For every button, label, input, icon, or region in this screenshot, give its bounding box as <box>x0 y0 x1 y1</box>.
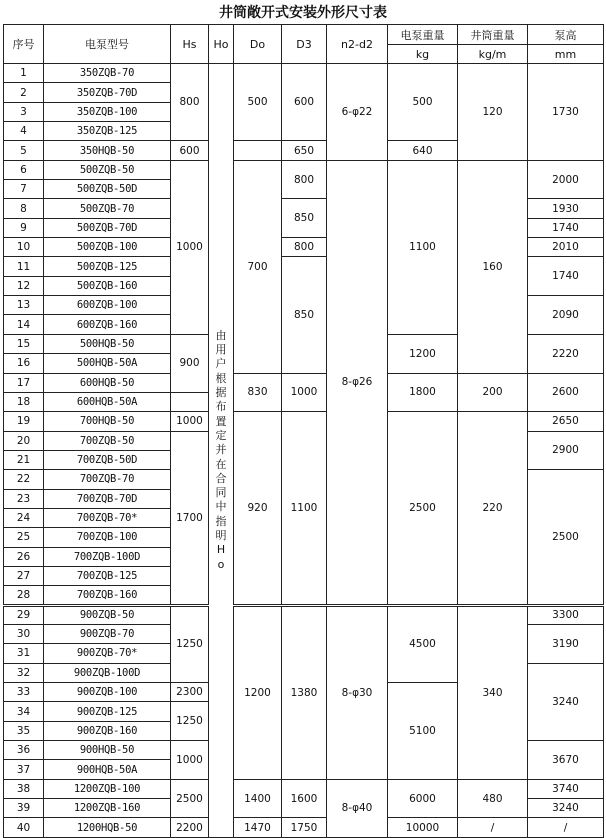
hs-cell: 1000 <box>171 741 209 780</box>
dimension-table <box>3 24 604 838</box>
seq-cell: 29 <box>4 605 44 624</box>
shaft-weight-cell: 120 <box>458 64 528 161</box>
seq-cell: 17 <box>4 373 44 392</box>
d3-cell: 850 <box>282 257 327 373</box>
model-cell: 350ZQB-70 <box>44 64 171 83</box>
model-cell: 350ZQB-100 <box>44 102 171 121</box>
n2d2-cell: 8-φ26 <box>327 160 388 605</box>
header-shaft-weight-unit: kg/m <box>458 45 528 64</box>
seq-cell: 38 <box>4 779 44 798</box>
hs-cell: 1700 <box>171 431 209 605</box>
pump-height-cell: / <box>528 818 604 837</box>
seq-cell: 33 <box>4 683 44 702</box>
ho-note-cell <box>209 64 234 838</box>
seq-cell: 16 <box>4 354 44 373</box>
model-cell: 350ZQB-125 <box>44 122 171 141</box>
model-cell: 500ZQB-100 <box>44 238 171 257</box>
table-row <box>4 373 604 392</box>
seq-cell: 12 <box>4 276 44 295</box>
model-cell: 700ZQB-100 <box>44 528 171 547</box>
d3-cell: 850 <box>282 199 327 238</box>
pump-height-cell: 2220 <box>528 334 604 373</box>
n2d2-cell: 6-φ22 <box>327 64 388 161</box>
d3-cell: 1750 <box>282 818 327 837</box>
pump-height-cell: 1730 <box>528 64 604 161</box>
model-cell: 900ZQB-100 <box>44 683 171 702</box>
header-n2d2: n2-d2 <box>327 25 388 64</box>
header-shaft-weight: 井筒重量 <box>458 25 528 45</box>
model-cell: 900ZQB-125 <box>44 702 171 721</box>
n2d2-cell: 8-φ40 <box>327 779 388 837</box>
header-pump-height: 泵高 <box>528 25 604 45</box>
pump-height-cell: 3300 <box>528 605 604 624</box>
pump-height-cell: 1740 <box>528 257 604 296</box>
model-cell: 600ZQB-100 <box>44 296 171 315</box>
table-row <box>4 818 604 837</box>
model-cell: 700ZQB-125 <box>44 566 171 585</box>
pump-height-cell: 2010 <box>528 238 604 257</box>
seq-cell: 28 <box>4 586 44 605</box>
header-ho: Ho <box>209 25 234 64</box>
do-cell: 500 <box>234 64 282 141</box>
d3-cell: 600 <box>282 64 327 141</box>
seq-cell: 5 <box>4 141 44 160</box>
pump-height-cell: 1930 <box>528 199 604 218</box>
model-cell: 1200ZQB-100 <box>44 779 171 798</box>
do-cell: 830 <box>234 373 282 412</box>
seq-cell: 10 <box>4 238 44 257</box>
shaft-weight-cell: 160 <box>458 160 528 373</box>
hs-cell: 2200 <box>171 818 209 837</box>
seq-cell: 31 <box>4 644 44 663</box>
pump-weight-cell: 6000 <box>388 779 458 818</box>
d3-cell: 1600 <box>282 779 327 818</box>
pump-weight-cell: 1200 <box>388 334 458 373</box>
hs-cell: 600 <box>171 141 209 160</box>
hs-cell: 1000 <box>171 160 209 334</box>
model-cell: 900ZQB-70* <box>44 644 171 663</box>
header-pump-weight: 电泵重量 <box>388 25 458 45</box>
seq-cell: 14 <box>4 315 44 334</box>
hs-cell: 2500 <box>171 779 209 818</box>
table-row <box>4 64 604 83</box>
n2d2-cell: 8-φ30 <box>327 605 388 779</box>
shaft-weight-cell: 340 <box>458 605 528 779</box>
model-cell: 700ZQB-70 <box>44 470 171 489</box>
pump-height-cell: 3740 <box>528 779 604 798</box>
seq-cell: 30 <box>4 624 44 643</box>
seq-cell: 40 <box>4 818 44 837</box>
model-cell: 700ZQB-160 <box>44 586 171 605</box>
table-body <box>4 64 604 838</box>
seq-cell: 32 <box>4 663 44 682</box>
do-cell: 920 <box>234 412 282 605</box>
pump-weight-cell: 1800 <box>388 373 458 412</box>
model-cell: 600ZQB-160 <box>44 315 171 334</box>
model-cell: 500ZQB-50 <box>44 160 171 179</box>
seq-cell: 23 <box>4 489 44 508</box>
model-cell: 700ZQB-70D <box>44 489 171 508</box>
seq-cell: 21 <box>4 450 44 469</box>
do-cell: 1200 <box>234 605 282 779</box>
seq-cell: 15 <box>4 334 44 353</box>
seq-cell: 3 <box>4 102 44 121</box>
hs-cell: 1250 <box>171 702 209 741</box>
model-cell: 500HQB-50A <box>44 354 171 373</box>
model-cell: 700ZQB-50D <box>44 450 171 469</box>
pump-weight-cell: 4500 <box>388 605 458 682</box>
do-cell: 1400 <box>234 779 282 818</box>
shaft-weight-cell: 480 <box>458 779 528 818</box>
seq-cell: 7 <box>4 180 44 199</box>
model-cell: 500ZQB-50D <box>44 180 171 199</box>
pump-height-cell: 2090 <box>528 296 604 335</box>
header-model: 电泵型号 <box>44 25 171 64</box>
seq-cell: 39 <box>4 799 44 818</box>
do-cell <box>234 141 282 160</box>
pump-weight-cell: 1100 <box>388 160 458 334</box>
ho-note: 由用户根据布置定并在合同中指明Ho <box>215 328 227 571</box>
pump-weight-cell: 640 <box>388 141 458 160</box>
model-cell: 350HQB-50 <box>44 141 171 160</box>
seq-cell: 11 <box>4 257 44 276</box>
seq-cell: 22 <box>4 470 44 489</box>
seq-cell: 8 <box>4 199 44 218</box>
model-cell: 500HQB-50 <box>44 334 171 353</box>
seq-cell: 25 <box>4 528 44 547</box>
pump-height-cell: 2500 <box>528 470 604 605</box>
table-row <box>4 605 604 624</box>
header-do: Do <box>234 25 282 64</box>
seq-cell: 13 <box>4 296 44 315</box>
model-cell: 900ZQB-100D <box>44 663 171 682</box>
seq-cell: 34 <box>4 702 44 721</box>
model-cell: 500ZQB-125 <box>44 257 171 276</box>
pump-height-cell: 2650 <box>528 412 604 431</box>
seq-cell: 19 <box>4 412 44 431</box>
shaft-weight-cell: / <box>458 818 528 837</box>
model-cell: 500ZQB-70 <box>44 199 171 218</box>
shaft-weight-cell: 200 <box>458 373 528 412</box>
pump-height-cell: 2600 <box>528 373 604 412</box>
pump-height-cell: 2000 <box>528 160 604 199</box>
seq-cell: 4 <box>4 122 44 141</box>
model-cell: 700ZQB-70* <box>44 508 171 527</box>
pump-height-cell: 1740 <box>528 218 604 237</box>
seq-cell: 27 <box>4 566 44 585</box>
model-cell: 1200HQB-50 <box>44 818 171 837</box>
table-row <box>4 160 604 179</box>
pump-height-cell: 3670 <box>528 741 604 780</box>
hs-cell: 2300 <box>171 683 209 702</box>
model-cell: 700HQB-50 <box>44 412 171 431</box>
model-cell: 900ZQB-50 <box>44 605 171 624</box>
model-cell: 600HQB-50A <box>44 392 171 411</box>
seq-cell: 9 <box>4 218 44 237</box>
pump-height-cell: 3240 <box>528 663 604 740</box>
pump-height-cell: 3240 <box>528 799 604 818</box>
d3-cell: 1000 <box>282 373 327 412</box>
pump-weight-cell: 5100 <box>388 683 458 780</box>
d3-cell: 1100 <box>282 412 327 605</box>
header-pump-height-unit: mm <box>528 45 604 64</box>
do-cell: 700 <box>234 160 282 373</box>
do-cell: 1470 <box>234 818 282 837</box>
model-cell: 700ZQB-50 <box>44 431 171 450</box>
model-cell: 900HQB-50A <box>44 760 171 779</box>
pump-height-cell: 2900 <box>528 431 604 470</box>
model-cell: 500ZQB-160 <box>44 276 171 295</box>
seq-cell: 37 <box>4 760 44 779</box>
d3-cell: 800 <box>282 238 327 257</box>
seq-cell: 35 <box>4 721 44 740</box>
model-cell: 900HQB-50 <box>44 741 171 760</box>
model-cell: 1200ZQB-160 <box>44 799 171 818</box>
seq-cell: 2 <box>4 83 44 102</box>
seq-cell: 20 <box>4 431 44 450</box>
header-pump-weight-unit: kg <box>388 45 458 64</box>
d3-cell: 800 <box>282 160 327 199</box>
d3-cell: 1380 <box>282 605 327 779</box>
hs-cell: 800 <box>171 64 209 141</box>
header-hs: Hs <box>171 25 209 64</box>
seq-cell: 26 <box>4 547 44 566</box>
model-cell: 900ZQB-70 <box>44 624 171 643</box>
pump-weight-cell: 500 <box>388 64 458 141</box>
hs-cell: 1250 <box>171 605 209 682</box>
model-cell: 700ZQB-100D <box>44 547 171 566</box>
shaft-weight-cell: 220 <box>458 412 528 605</box>
model-cell: 600HQB-50 <box>44 373 171 392</box>
hs-cell: 1000 <box>171 412 209 431</box>
seq-cell: 36 <box>4 741 44 760</box>
pump-weight-cell: 2500 <box>388 412 458 605</box>
table-row <box>4 412 604 431</box>
seq-cell: 18 <box>4 392 44 411</box>
header-seq: 序号 <box>4 25 44 64</box>
seq-cell: 24 <box>4 508 44 527</box>
pump-weight-cell: 10000 <box>388 818 458 837</box>
model-cell: 500ZQB-70D <box>44 218 171 237</box>
seq-cell: 1 <box>4 64 44 83</box>
seq-cell: 6 <box>4 160 44 179</box>
table-row <box>4 779 604 798</box>
model-cell: 350ZQB-70D <box>44 83 171 102</box>
header-d3: D3 <box>282 25 327 64</box>
hs-cell: 900 <box>171 334 209 392</box>
d3-cell: 650 <box>282 141 327 160</box>
pump-height-cell: 3190 <box>528 624 604 663</box>
table-title: 井筒敞开式安装外形尺寸表 <box>219 5 387 21</box>
model-cell: 900ZQB-160 <box>44 721 171 740</box>
